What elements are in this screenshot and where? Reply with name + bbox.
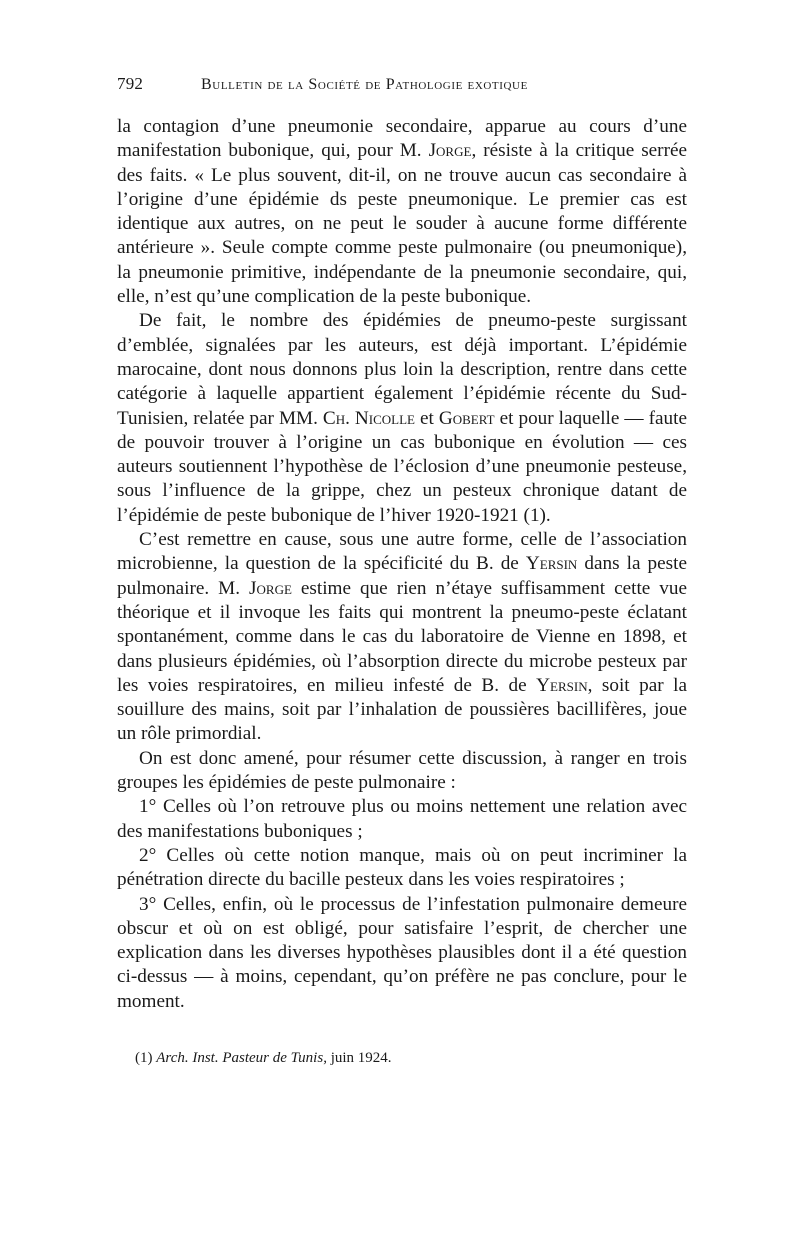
page-number: 792 <box>117 74 144 93</box>
author-name: Yersin <box>536 674 588 696</box>
text-run: , résiste à la critique serrée des faits. « Le plus souvent, dit-il, on ne trouve aucun cas secondaire à l’origine d’une épidémie ds peste pneumonique. Le premier cas est identique aux autres, on ne peut le souder à aucune forme différente antérieure ». Seule compte comme peste pulmonaire (ou pneumonique), la pneumonie primitive, indépendante de la pneumonie secondaire, qui, elle, n’est qu’une complication de la peste bubonique. <box>117 140 687 308</box>
text-run: dans la peste pulmonaire. M. <box>117 553 687 599</box>
article-body <box>117 115 687 1014</box>
author-name: Ch. Nicolle <box>322 407 415 429</box>
paragraph-4: On est donc amené, pour résumer cette discussion, à ranger en trois groupes les épidémies de peste pulmonaire : <box>117 747 687 794</box>
author-name: Yersin <box>525 553 578 575</box>
paragraph-1 <box>117 115 687 309</box>
list-item-1: 1° Celles où l’on retrouve plus ou moins nettement une relation avec des manifestations buboniques ; <box>117 796 687 842</box>
author-name: Gobert <box>438 407 495 429</box>
author-name: Jorge <box>428 140 472 162</box>
paragraph-2 <box>117 309 687 528</box>
journal-title: Bulletin de la Société de Pathologie exotique <box>201 76 528 93</box>
page <box>117 74 687 1068</box>
author-name: Jorge <box>249 577 292 599</box>
running-head <box>117 74 687 104</box>
list-item-3: 3° Celles, enfin, où le processus de l’infestation pulmonaire demeure obscur et où on est obligé, pour satisfaire l’esprit, de chercher une explication dans les diverses hypothèses plausibles dont il a été question ci-dessus — à moins, cependant, qu’on préfère ne pas conclure, pour le moment. <box>117 893 687 1012</box>
footnote-marker: (1) <box>135 1049 153 1066</box>
text-run: , soit par la souillure des mains, soit par l’inhalation de poussières bacillifères, joue un rôle primordial. <box>117 674 687 745</box>
text-run: et <box>414 407 439 429</box>
footnote-date: , juin 1924. <box>323 1049 392 1066</box>
text-run: la contagion d’une pneumonie secondaire, apparue au cours d’une manifestation bubonique, qui, pour M. <box>117 116 687 162</box>
footnote <box>117 1048 687 1068</box>
text-run: C’est remettre en cause, sous une autre forme, celle de l’association microbienne, la question de la spécificité du B. de <box>117 529 687 575</box>
paragraph-3 <box>117 528 687 747</box>
list-item-2: 2° Celles où cette notion manque, mais où on peut incriminer la pénétration directe du bacille pesteux dans les voies respiratoires ; <box>117 844 687 891</box>
footnote-source: Arch. Inst. Pasteur de Tunis <box>156 1049 324 1066</box>
text-run: De fait, le nombre des épidémies de pneumo-peste surgissant d’emblée, signalées par les auteurs, est déjà important. L’épidémie marocaine, dont nous donnons plus loin la description, rentre dans cette catégorie à laquelle appartient également l’épidémie récente du Sud-Tunisien, relatée par MM. <box>117 310 687 429</box>
text-run: et pour laquelle — faute de pouvoir trouver à l’origine un cas bubonique en évolution — ces auteurs soutiennent l’hypothèse de l’éclosion d’une pneumonie pesteuse, sous l’influence de la grippe, chez un pesteux chronique datant de l’épidémie de peste bubonique de l’hiver 1920-1921 (1). <box>117 407 687 526</box>
text-run: estime que rien n’étaye suffisamment cette vue théorique et il invoque les faits qui montrent la pneumo-peste éclatant spontanément, comme dans le cas du laboratoire de Vienne en 1898, et dans plusieurs épidémies, où l’absorption directe du microbe pesteux par les voies respiratoires, en milieu infesté de B. de <box>117 577 687 696</box>
